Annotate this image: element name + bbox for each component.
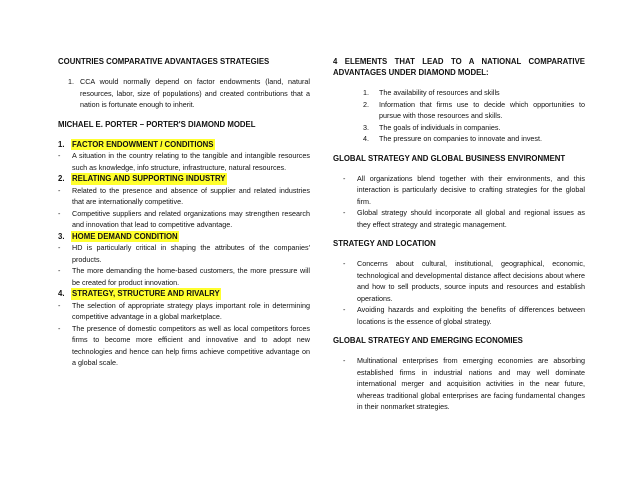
factor-title: RELATING AND SUPPORTING INDUSTRY bbox=[72, 174, 226, 183]
cca-number: 1. bbox=[68, 77, 74, 86]
global-env-heading: GLOBAL STRATEGY AND GLOBAL BUSINESS ENVIRONMENT bbox=[333, 153, 566, 163]
bullet-item: - The selection of appropriate strategy plays important role in determining competitive advantage in a global marketplace. bbox=[58, 300, 310, 321]
location-bullets bbox=[333, 258, 585, 327]
right-column bbox=[333, 56, 585, 421]
bullet-text: Global strategy should incorporate all global and regional issues as they effect strategy and strategic management. bbox=[357, 208, 585, 229]
bullet-text: The more demanding the home-based customers, the more pressure will be created for product innovation. bbox=[72, 266, 310, 287]
element-text: Information that firms use to decide which opportunities to pursue with those resources and skills. bbox=[379, 99, 585, 120]
factor-heading-1 bbox=[58, 139, 310, 151]
element-number: 2. bbox=[363, 99, 369, 109]
element-text: The pressure on companies to innovate and invest. bbox=[379, 134, 543, 143]
bullet-item: - HD is particularly critical in shaping the attributes of the companies' products. bbox=[58, 243, 310, 264]
factor-heading-3 bbox=[58, 231, 310, 243]
location-heading: STRATEGY AND LOCATION bbox=[333, 239, 436, 248]
element-item bbox=[333, 99, 585, 122]
bullet-text: Competitive suppliers and related organizations may strengthen research and innovation that lead to competitive advantage. bbox=[72, 208, 310, 229]
cca-heading: COUNTRIES COMPARATIVE ADVANTAGES STRATEGIES bbox=[58, 57, 270, 66]
factor-heading-4 bbox=[58, 288, 310, 300]
bullet-item: - Multinational enterprises from emerging economies are absorbing established firms in industrial nations and may well dominate international merger and acquisition activities in the near future, whereas traditional global enterprises are facing fundamental changes in their nonmarket strategies. bbox=[343, 356, 585, 411]
factor-heading-2 bbox=[58, 173, 310, 185]
bullet-item: - Global strategy should incorporate all global and regional issues as they effect strategy and strategic management. bbox=[343, 208, 585, 229]
bullet-text: Avoiding hazards and exploiting the benefits of differences between locations is the essence of global strategy. bbox=[357, 305, 585, 326]
emerging-bullets bbox=[333, 355, 585, 413]
bullet-item: - The presence of domestic competitors as well as local competitors forces firms to become more efficient and innovative and to adopt new technologies and hence can help firms achieve competitive advantage on a global scale. bbox=[58, 323, 310, 367]
bullet-text: The presence of domestic competitors as well as local competitors forces firms to become more efficient and innovative and to adopt new technologies and hence can help firms achieve competitive advantage on a global scale. bbox=[72, 323, 310, 367]
bullet-text: All organizations blend together with their environments, and this interaction is particularly decisive to crafting strategies for the global firm. bbox=[357, 173, 585, 206]
factor-title: FACTOR ENDOWMENT / CONDITIONS bbox=[72, 139, 214, 149]
element-number: 3. bbox=[363, 122, 369, 132]
element-item bbox=[333, 122, 585, 134]
bullet-item: - Related to the presence and absence of supplier and related industries that are internationally competitive. bbox=[58, 185, 310, 206]
elements-list bbox=[333, 87, 585, 145]
element-number: 4. bbox=[363, 134, 369, 143]
bullet-item: - Concerns about cultural, institutional, geographical, economic, technological and developmental distance affect decisions about where and how to sell products, source inputs and resources and establish operations. bbox=[343, 259, 585, 303]
porter-heading: MICHAEL E. PORTER – PORTER'S DIAMOND MODEL bbox=[58, 119, 256, 129]
element-text: The availability of resources and skills bbox=[379, 88, 500, 97]
factor-bullets-3 bbox=[58, 242, 310, 288]
bullet-text: Related to the presence and absence of supplier and related industries that are internationally competitive. bbox=[72, 185, 310, 206]
bullet-text: Multinational enterprises from emerging economies are absorbing established firms in industrial nations and may well dominate international merger and acquisition activities in the near future, whereas traditional global enterprises are facing fundamental changes in their nonmarket strategies. bbox=[357, 356, 585, 411]
bullet-item: - A situation in the country relating to the tangible and intangible resources such as knowledge, info structure, infrastructure, natural resources. bbox=[58, 151, 310, 172]
bullet-item: - Competitive suppliers and related organizations may strengthen research and innovation that lead to competitive advantage. bbox=[58, 208, 310, 229]
global-env-bullets bbox=[333, 173, 585, 231]
bullet-item: - All organizations blend together with their environments, and this interaction is particularly decisive to crafting strategies for the global firm. bbox=[343, 173, 585, 206]
cca-item bbox=[58, 76, 310, 111]
bullet-text: A situation in the country relating to the tangible and intangible resources such as knowledge, info structure, infrastructure, natural resources. bbox=[72, 151, 310, 172]
factor-title: STRATEGY, STRUCTURE AND RIVALRY bbox=[72, 289, 220, 298]
emerging-heading: GLOBAL STRATEGY AND EMERGING ECONOMIES bbox=[333, 336, 523, 345]
factor-number: 3. bbox=[58, 231, 65, 241]
element-number: 1. bbox=[363, 88, 369, 97]
bullet-text: Concerns about cultural, institutional, geographical, economic, technological and developmental distance affect decisions about where and how to sell products, source inputs and resources and establish operations. bbox=[357, 259, 585, 303]
factor-bullets-2 bbox=[58, 185, 310, 231]
bullet-item: - Avoiding hazards and exploiting the benefits of differences between locations is the essence of global strategy. bbox=[343, 305, 585, 326]
bullet-item: - The more demanding the home-based customers, the more pressure will be created for product innovation. bbox=[58, 266, 310, 287]
bullet-text: The selection of appropriate strategy plays important role in determining competitive advantage in a global marketplace. bbox=[72, 300, 310, 321]
element-item bbox=[333, 87, 585, 99]
factor-number: 1. bbox=[58, 139, 65, 149]
element-item bbox=[333, 133, 585, 145]
factor-number: 2. bbox=[58, 174, 65, 183]
cca-text: CCA would normally depend on factor endowments (land, natural resources, labor, size of populations) and created contributions that a nation is fortunate enough to inherit. bbox=[80, 77, 310, 109]
factor-bullets-1 bbox=[58, 150, 310, 173]
element-text: The goals of individuals in companies. bbox=[379, 122, 501, 132]
elements-heading: 4 ELEMENTS THAT LEAD TO A NATIONAL COMPARATIVE ADVANTAGES UNDER DIAMOND MODEL: bbox=[333, 57, 585, 77]
left-column bbox=[58, 56, 310, 369]
bullet-text: HD is particularly critical in shaping the attributes of the companies' products. bbox=[72, 243, 310, 264]
factor-number: 4. bbox=[58, 289, 65, 298]
cca-list bbox=[58, 76, 310, 111]
factor-title: HOME DEMAND CONDITION bbox=[72, 231, 178, 241]
factor-bullets-4 bbox=[58, 300, 310, 369]
